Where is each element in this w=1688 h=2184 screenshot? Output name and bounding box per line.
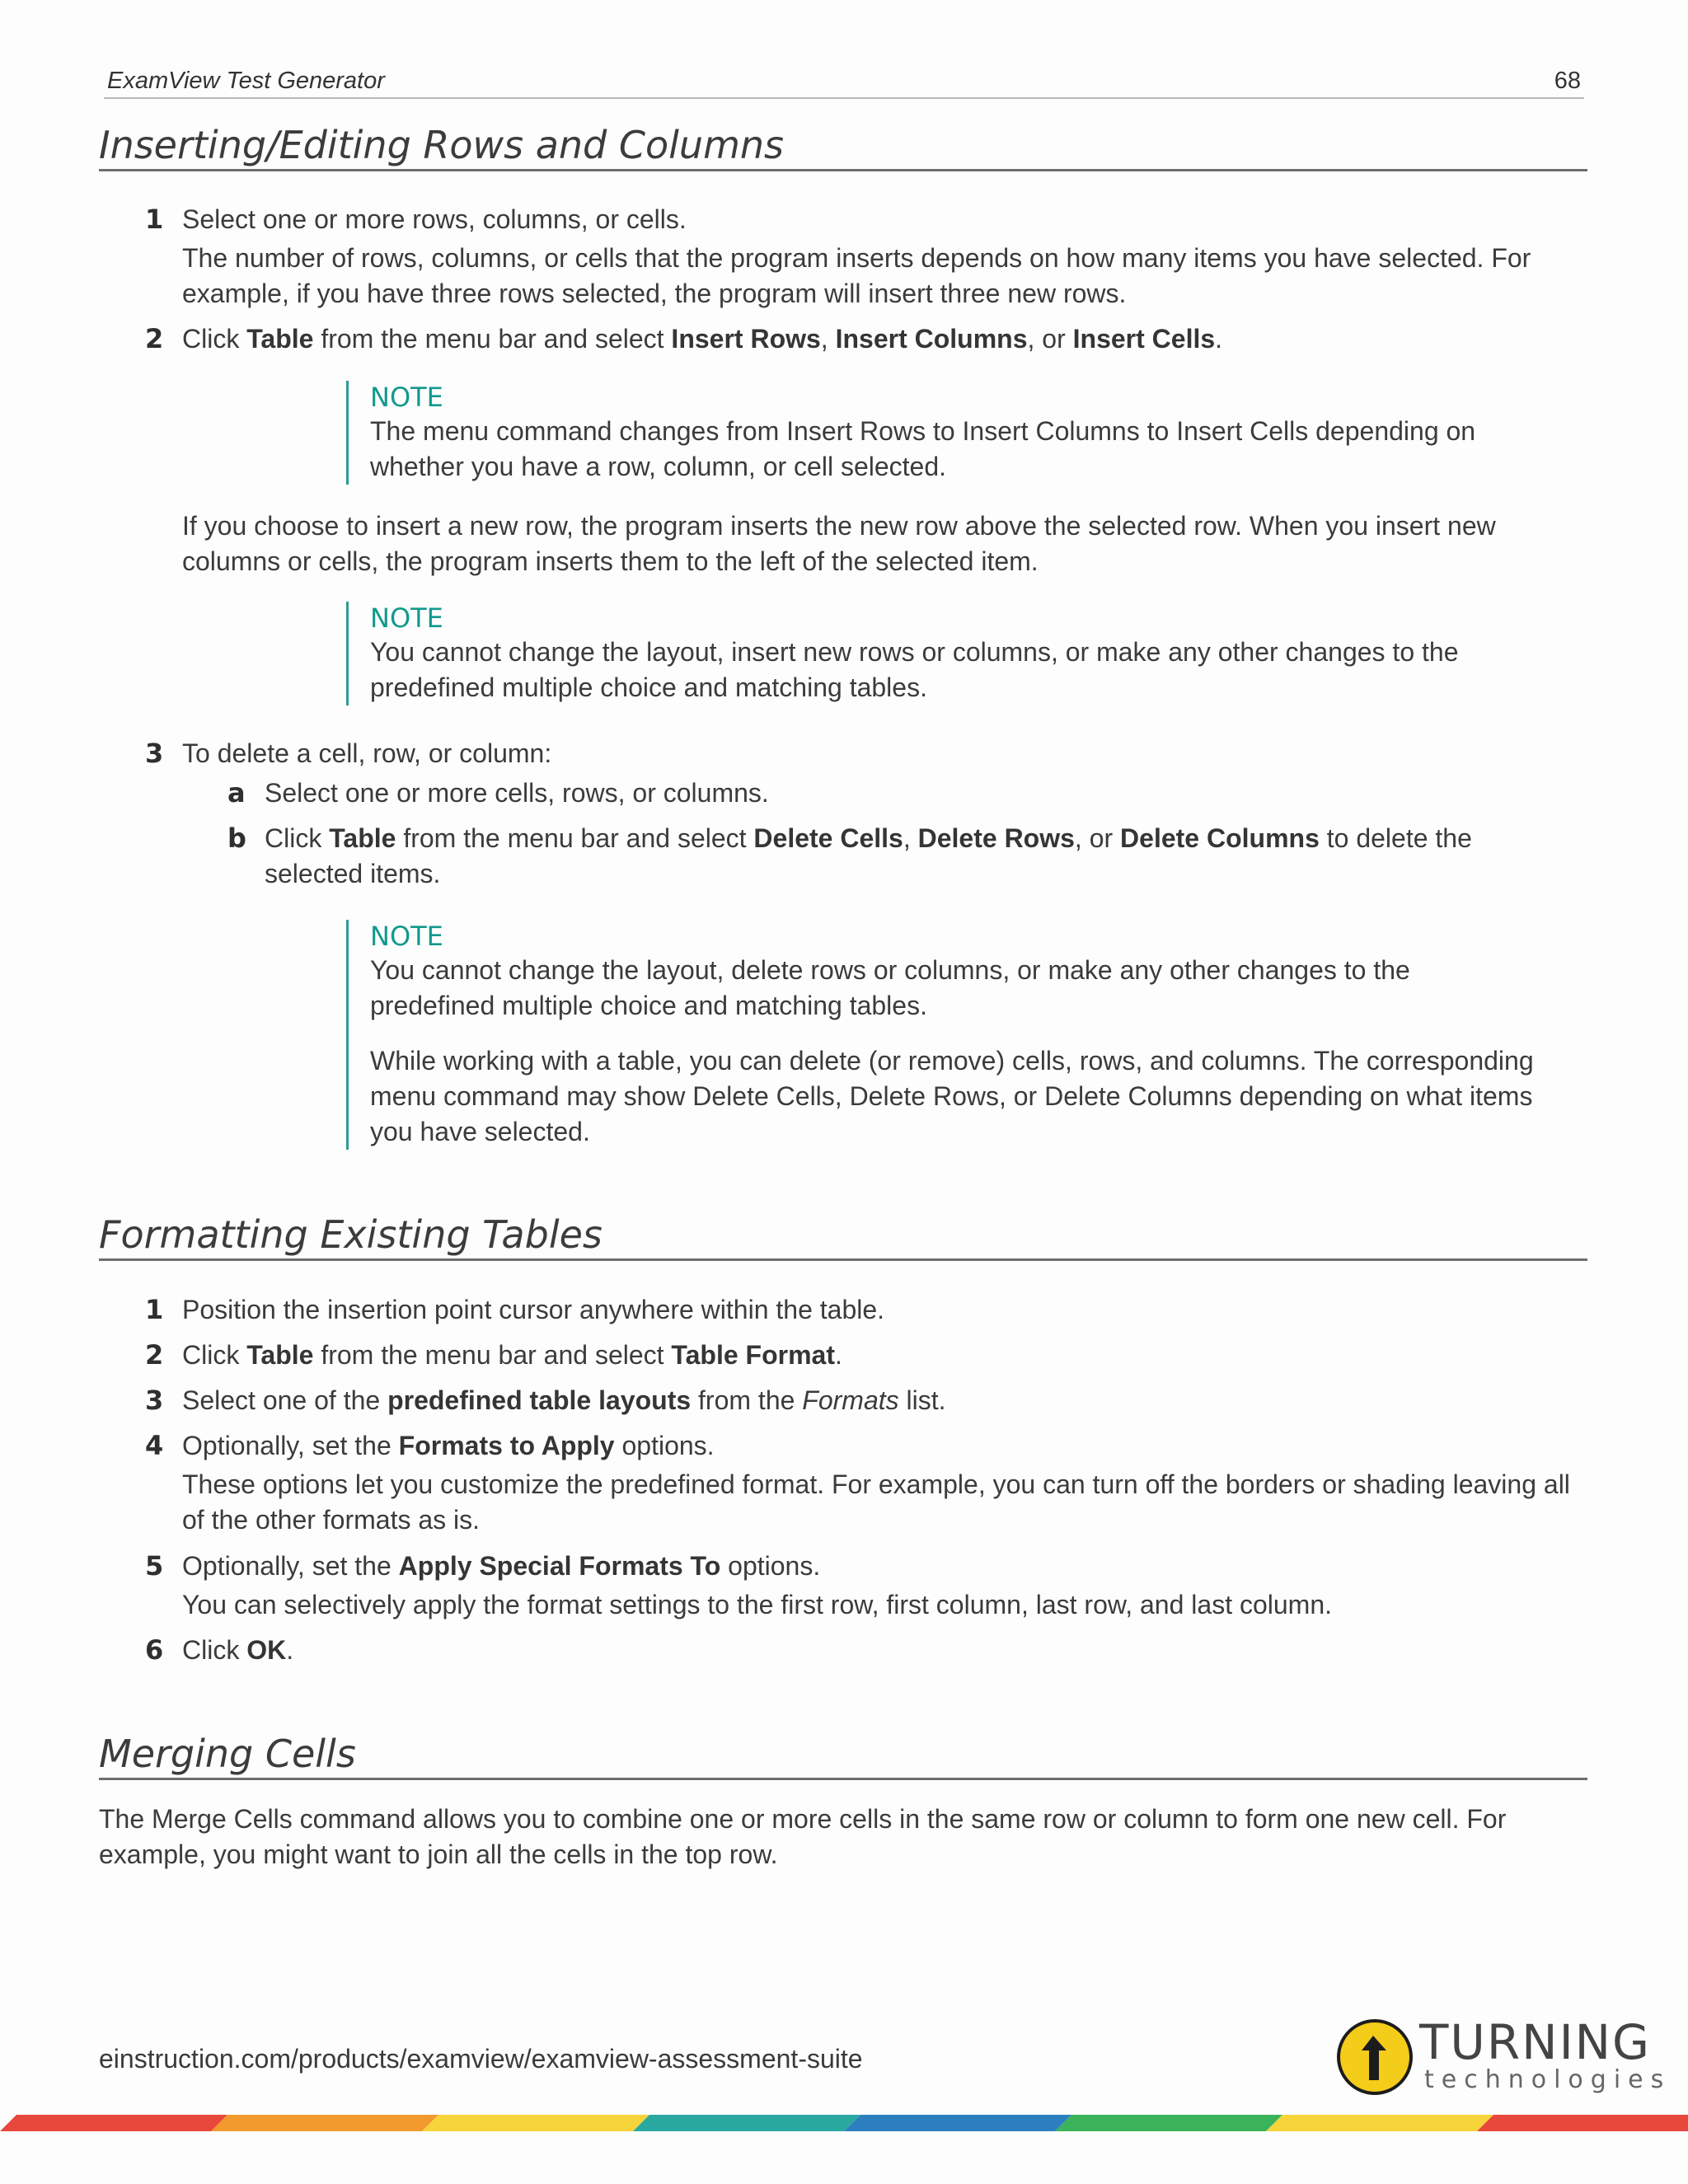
step-text: Position the insertion point cursor anywhere within the table. <box>182 1295 885 1324</box>
note-label: NOTE <box>370 382 443 413</box>
step-number: 3 <box>145 738 164 769</box>
heading-merging-cells: Merging Cells <box>99 1732 1587 1780</box>
note-text: You cannot change the layout, insert new rows or columns, or make any other changes to the predefined multiple choice and matching tables. <box>370 637 1459 702</box>
substep-letter: b <box>227 823 246 854</box>
heading-formatting-tables: Formatting Existing Tables <box>99 1213 1587 1261</box>
substep-text: Select one or more cells, rows, or columns. <box>265 778 769 808</box>
logo-tagline: technologies <box>1424 2065 1672 2094</box>
note-text: You cannot change the layout, delete rows or columns, or make any other changes to the predefined multiple choice and matching tables. <box>370 955 1410 1020</box>
command-delete-columns: Delete Columns <box>1120 823 1320 853</box>
insert-explanation: If you choose to insert a new row, the program inserts the new row above the selected row. When you insert new columns or cells, the program inserts them to the left of the selected item. <box>182 511 1496 576</box>
color-band-segment <box>1055 2115 1282 2131</box>
command-table-format: Table Format <box>671 1340 835 1370</box>
note-callout-1 <box>346 381 1540 485</box>
step-number: 1 <box>145 204 164 235</box>
menu-name-table: Table <box>246 1340 314 1370</box>
option-formats-to-apply: Formats to Apply <box>398 1431 615 1460</box>
merge-paragraph: The Merge Cells command allows you to combine one or more cells in the same row or column to form one new cell. For example, you might want to join all the cells in the top row. <box>99 1804 1507 1869</box>
heading-inserting-editing: Inserting/Editing Rows and Columns <box>99 124 1587 171</box>
step-number: 2 <box>145 323 164 354</box>
color-band-segment <box>422 2115 649 2131</box>
command-insert-rows: Insert Rows <box>671 324 821 354</box>
running-header <box>104 68 1584 99</box>
option-predefined-layouts: predefined table layouts <box>387 1385 692 1415</box>
step-number: 1 <box>145 1294 164 1325</box>
note-text: While working with a table, you can delete (or remove) cells, rows, and columns. The corresponding menu command may show Delete Cells, Delete Rows, or Delete Columns depending on what items you have selected. <box>370 1046 1534 1146</box>
color-band-segment <box>633 2115 860 2131</box>
note-text: The menu command changes from Insert Rows to Insert Columns to Insert Cells depending on whether you have a row, column, or cell selected. <box>370 416 1476 481</box>
footer-url: einstruction.com/products/examview/examview-assessment-suite <box>99 2044 863 2074</box>
command-delete-cells: Delete Cells <box>753 823 903 853</box>
note-callout-3 <box>346 920 1540 1150</box>
note-label: NOTE <box>370 602 443 634</box>
color-band-segment <box>0 2115 227 2131</box>
step-text: Click OK. <box>182 1635 294 1665</box>
turning-technologies-logo <box>1337 2014 1672 2100</box>
substep-letter: a <box>227 777 246 808</box>
logo-arrow-icon <box>1337 2019 1413 2095</box>
command-delete-rows: Delete Rows <box>917 823 1075 853</box>
page-number: 68 <box>1554 68 1581 94</box>
step-text: Click Table from the menu bar and select Table Format. <box>182 1340 842 1370</box>
step-number: 2 <box>145 1339 164 1371</box>
option-apply-special-formats: Apply Special Formats To <box>398 1551 721 1581</box>
button-name-ok: OK <box>246 1635 287 1665</box>
note-callout-2 <box>346 602 1540 705</box>
color-band-segment <box>1266 2115 1493 2131</box>
color-band-segment <box>211 2115 438 2131</box>
step-number: 6 <box>145 1634 164 1666</box>
step-text: To delete a cell, row, or column: <box>182 738 552 768</box>
list-name-formats: Formats <box>802 1385 899 1415</box>
step-number: 4 <box>145 1430 164 1461</box>
step-text: Select one or more rows, columns, or cells. <box>182 204 687 234</box>
command-insert-columns: Insert Columns <box>835 324 1028 354</box>
substep-text: Click Table from the menu bar and select Delete Cells, Delete Rows, or Delete Columns to delete the selected items. <box>265 823 1472 888</box>
color-band-segment <box>844 2115 1071 2131</box>
step-detail: You can selectively apply the format settings to the first row, first column, last row, and last column. <box>182 1590 1333 1619</box>
step-number: 3 <box>145 1385 164 1416</box>
menu-name-table: Table <box>246 324 314 354</box>
decorative-color-band <box>0 2115 1688 2131</box>
step-text: Optionally, set the Apply Special Formats To options. <box>182 1551 821 1581</box>
step-text: Click Table from the menu bar and select Insert Rows, Insert Columns, or Insert Cells. <box>182 324 1223 354</box>
command-insert-cells: Insert Cells <box>1072 324 1216 354</box>
step-number: 5 <box>145 1550 164 1582</box>
step-text: Optionally, set the Formats to Apply options. <box>182 1431 715 1460</box>
logo-wordmark: TURNING <box>1419 2014 1652 2070</box>
step-detail: The number of rows, columns, or cells that the program inserts depends on how many items you have selected. For example, if you have three rows selected, the program will insert three new rows. <box>182 243 1531 308</box>
step-detail: These options let you customize the predefined format. For example, you can turn off the borders or shading leaving all of the other formats as is. <box>182 1469 1570 1535</box>
step-text: Select one of the predefined table layouts from the Formats list. <box>182 1385 946 1415</box>
document-title: ExamView Test Generator <box>107 68 385 94</box>
color-band-segment <box>1477 2115 1688 2131</box>
menu-name-table: Table <box>329 823 396 853</box>
note-label: NOTE <box>370 921 443 952</box>
